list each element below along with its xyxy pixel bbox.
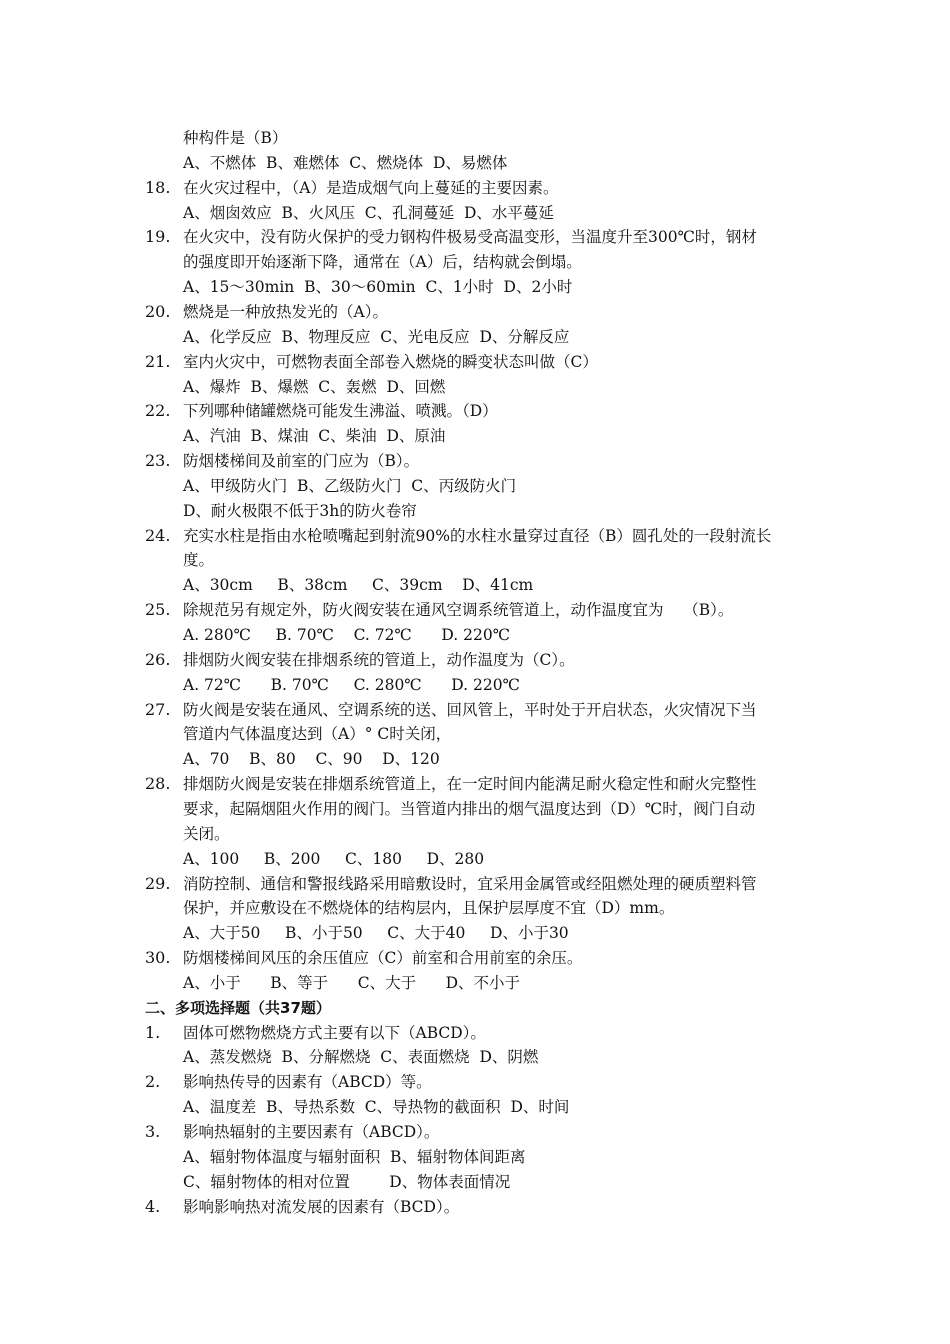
question-text: 防火阀是安装在通风、空调系统的送、回风管上，平时处于开启状态，火灾情况下当 (183, 701, 757, 719)
question-number: 18. (145, 178, 171, 197)
question-text: 影响热传导的因素有（ABCD）等。 (183, 1073, 432, 1091)
question-text: 燃烧是一种放热发光的（A）。 (183, 303, 388, 321)
question-text: 保护，并应敷设在不燃烧体的结构层内，且保护层厚度不宜（D）mm。 (183, 899, 675, 917)
question-text: 的强度即开始逐渐下降，通常在（A）后，结构就会倒塌。 (183, 253, 582, 271)
answer-options: A、大于50 B、小于50 C、大于40 D、小于30 (183, 924, 569, 942)
question-number: 21. (145, 352, 171, 371)
question-number: 1. (145, 1023, 161, 1042)
question-text: 消防控制、通信和警报线路采用暗敷设时，宜采用金属管或经阻燃处理的硬质塑料管 (183, 875, 757, 893)
question-number: 20. (145, 302, 171, 321)
answer-options: A、化学反应 B、物理反应 C、光电反应 D、分解反应 (183, 328, 570, 346)
question-text: 要求，起隔烟阻火作用的阀门。当管道内排出的烟气温度达到（D）℃时，阀门自动 (183, 800, 756, 818)
answer-options: A、30cm B、38cm C、39cm D、41cm (183, 576, 534, 594)
answer-options: A、蒸发燃烧 B、分解燃烧 C、表面燃烧 D、阴燃 (183, 1048, 539, 1066)
question-number: 24. (145, 526, 171, 545)
question-text: 下列哪种储罐燃烧可能发生沸溢、喷溅。（D） (183, 402, 498, 420)
answer-options: A、小于 B、等于 C、大于 D、不小于 (183, 974, 521, 992)
answer-options: A、温度差 B、导热系数 C、导热物的截面积 D、时间 (183, 1098, 570, 1116)
question-number: 3. (145, 1122, 161, 1141)
answer-options: A、烟囱效应 B、火风压 C、孔洞蔓延 D、水平蔓延 (183, 204, 554, 222)
answer-options: A. 72℃ B. 70℃ C. 280℃ D. 220℃ (183, 676, 520, 694)
question-text: 影响热辐射的主要因素有（ABCD）。 (183, 1123, 440, 1141)
question-text: 在火灾过程中，（A）是造成烟气向上蔓延的主要因素。 (183, 179, 559, 197)
question-text: 排烟防火阀安装在排烟系统的管道上，动作温度为（C）。 (183, 651, 575, 669)
answer-options: C、辐射物体的相对位置 D、物体表面情况 (183, 1173, 511, 1191)
question-text: 种构件是（B） (183, 129, 288, 147)
answer-options: A、100 B、200 C、180 D、280 (183, 850, 485, 868)
question-number: 23. (145, 451, 171, 470)
answer-options: A. 280℃ B. 70℃ C. 72℃ D. 220℃ (183, 626, 511, 644)
answer-options: A、甲级防火门 B、乙级防火门 C、丙级防火门 (183, 477, 517, 495)
question-text: 除规范另有规定外，防火阀安装在通风空调系统管道上，动作温度宜为 （B）。 (183, 601, 734, 619)
question-text: 充实水柱是指由水枪喷嘴起到射流90%的水柱水量穿过直径（B）圆孔处的一段射流长 (183, 527, 772, 545)
question-number: 26. (145, 650, 171, 669)
question-number: 2. (145, 1072, 161, 1091)
answer-options: A、15～30min B、30～60min C、1小时 D、2小时 (183, 278, 573, 296)
section-title: 二、多项选择题（共37题） (145, 999, 331, 1017)
answer-options: A、汽油 B、煤油 C、柴油 D、原油 (183, 427, 446, 445)
question-text: 室内火灾中，可燃物表面全部卷入燃烧的瞬变状态叫做（C） (183, 353, 598, 371)
answer-options: D、耐火极限不低于3h的防火卷帘 (183, 502, 417, 520)
answer-options: A、爆炸 B、爆燃 C、轰燃 D、回燃 (183, 378, 446, 396)
question-number: 27. (145, 700, 171, 719)
question-number: 22. (145, 401, 171, 420)
question-text: 排烟防火阀是安装在排烟系统管道上，在一定时间内能满足耐火稳定性和耐火完整性 (183, 775, 757, 793)
question-text: 防烟楼梯间风压的余压值应（C）前室和合用前室的余压。 (183, 949, 583, 967)
question-text: 在火灾中，没有防火保护的受力钢构件极易受高温变形，当温度升至300℃时，钢材 (183, 228, 757, 246)
question-number: 29. (145, 874, 171, 893)
question-text: 度。 (183, 551, 215, 569)
question-text: 关闭。 (183, 825, 230, 843)
question-number: 19. (145, 227, 171, 246)
question-text: 固体可燃物燃烧方式主要有以下（ABCD）。 (183, 1024, 486, 1042)
question-number: 30. (145, 948, 171, 967)
answer-options: A、70 B、80 C、90 D、120 (183, 750, 440, 768)
question-text: 防烟楼梯间及前室的门应为（B）。 (183, 452, 420, 470)
question-text: 影响影响热对流发展的因素有（BCD）。 (183, 1198, 460, 1216)
answer-options: A、辐射物体温度与辐射面积 B、辐射物体间距离 (183, 1148, 526, 1166)
question-number: 25. (145, 600, 171, 619)
question-text: 管道内气体温度达到（A）° C时关闭， (183, 725, 452, 743)
question-number: 28. (145, 774, 171, 793)
answer-options: A、不燃体 B、难燃体 C、燃烧体 D、易燃体 (183, 154, 508, 172)
question-number: 4. (145, 1197, 161, 1216)
